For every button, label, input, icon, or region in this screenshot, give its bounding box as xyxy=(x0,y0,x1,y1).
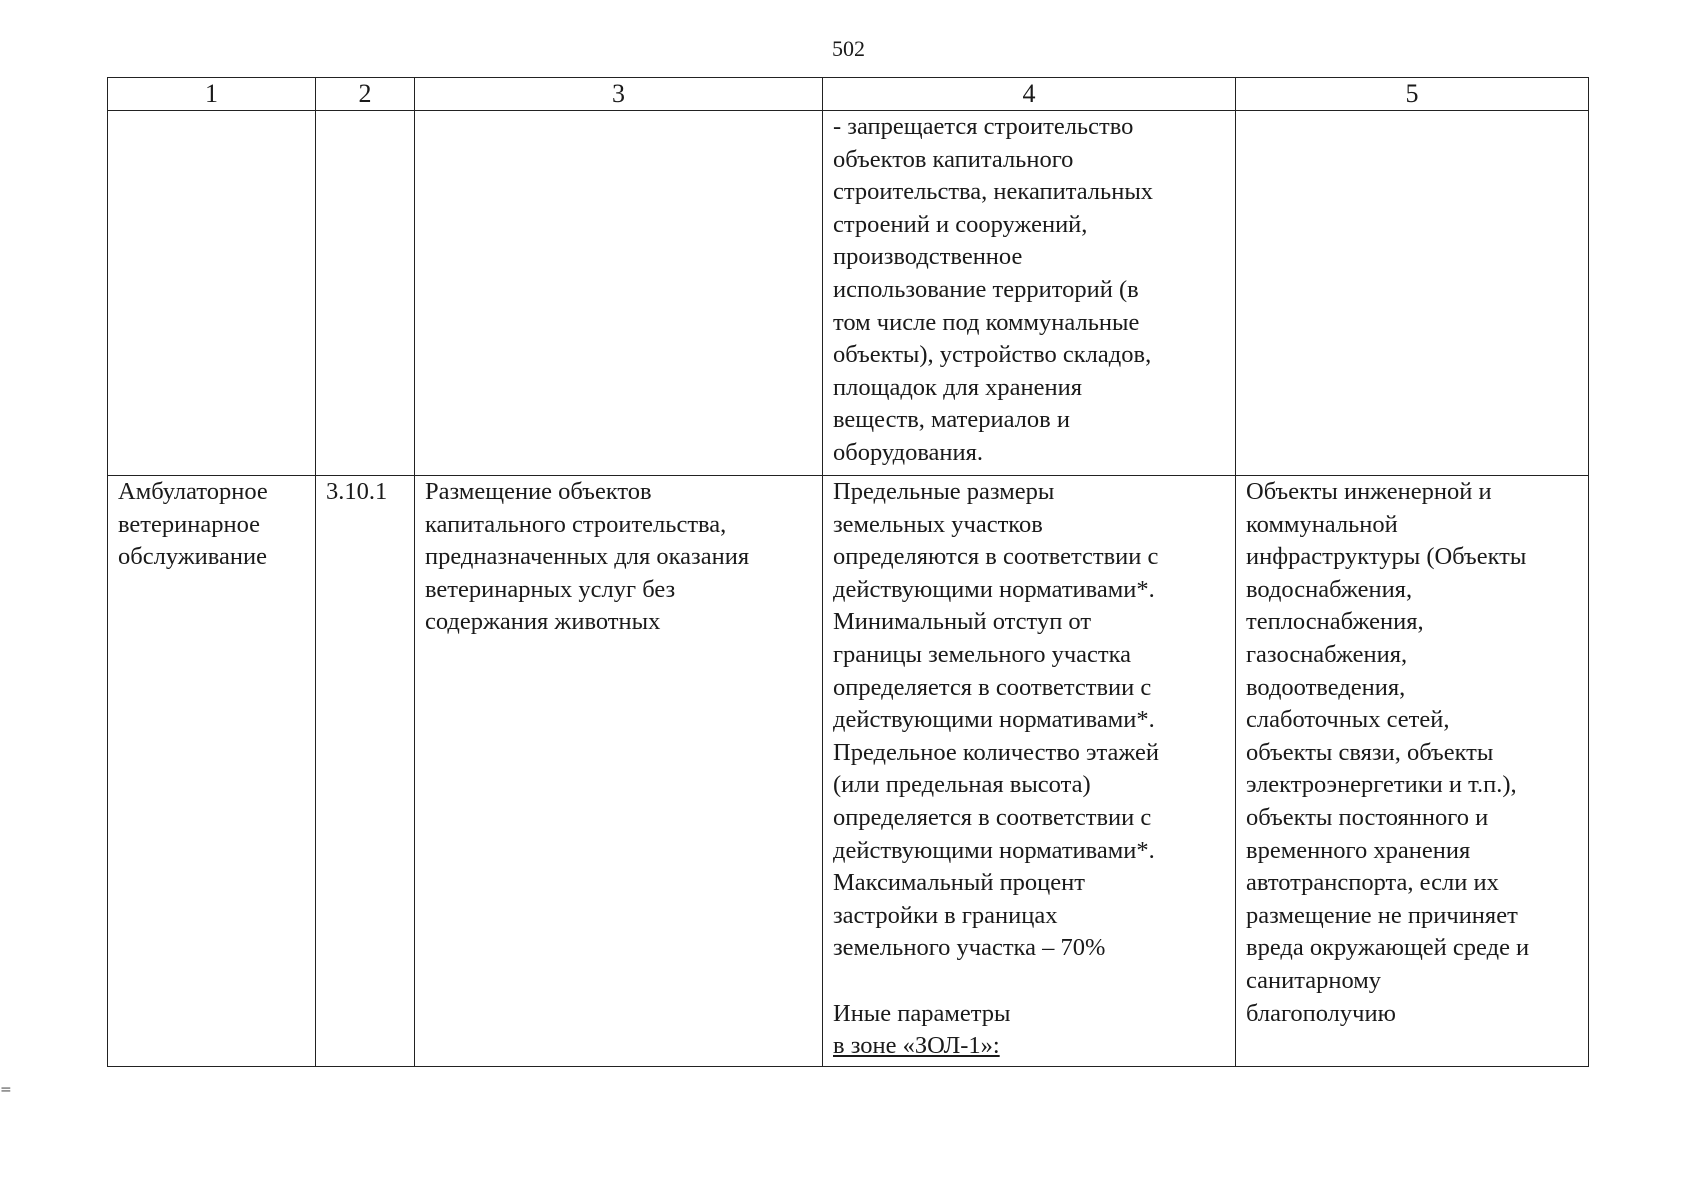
text-line: благополучию xyxy=(1246,999,1396,1027)
text-line: газоснабжения, xyxy=(1246,640,1408,668)
text-line: веществ, материалов и xyxy=(833,406,1070,434)
regulations-table xyxy=(107,77,1589,1067)
text-line: оборудования. xyxy=(833,438,984,466)
auxiliary-uses-text xyxy=(1246,476,1578,1030)
text-line: - запрещается строительство xyxy=(833,113,1134,140)
text-line: теплоснабжения, xyxy=(1246,608,1424,636)
text-line: застройки в границах xyxy=(833,901,1058,929)
text-line: определяются в соответствии с xyxy=(833,543,1159,571)
text-line: Объекты инженерной и xyxy=(1246,478,1492,505)
text-line: Амбулаторное xyxy=(118,478,268,505)
table-header-row xyxy=(108,78,1589,111)
text-line: санитарному xyxy=(1246,966,1382,994)
text-line: ветеринарное xyxy=(118,510,261,538)
text-line: объектов капитального xyxy=(833,145,1074,173)
text-line: использование территорий (в xyxy=(833,275,1139,303)
cell-use-name xyxy=(108,476,316,1067)
text-line: обслуживание xyxy=(118,543,267,571)
text-line: (или предельная высота) xyxy=(833,771,1091,799)
text-line: земельного участка – 70% xyxy=(833,934,1106,962)
cell-use-code xyxy=(316,111,415,476)
text-line: определяется в соответствии с xyxy=(833,803,1152,831)
text-line: Предельные размеры xyxy=(833,478,1055,505)
table-row xyxy=(108,111,1589,476)
text-line: коммунальной xyxy=(1246,510,1398,538)
text-line: временного хранения xyxy=(1246,836,1471,864)
text-line: объекты связи, объекты xyxy=(1246,738,1494,766)
use-description-text xyxy=(425,476,812,639)
text-line: автотранспорта, если их xyxy=(1246,869,1499,897)
header-col-1: 1 xyxy=(108,78,316,111)
text-line: объекты), устройство складов, xyxy=(833,341,1152,369)
other-parameters-label: Иные параметры xyxy=(833,999,1011,1027)
blank-line xyxy=(833,965,1225,998)
text-line: слаботочных сетей, xyxy=(1246,706,1450,734)
restrictions-text xyxy=(833,111,1225,470)
text-line: объекты постоянного и xyxy=(1246,803,1489,831)
parameters-text xyxy=(833,476,1225,1063)
cell-auxiliary-uses xyxy=(1236,476,1589,1067)
text-line: Максимальный процент xyxy=(833,869,1085,897)
page-number: 502 xyxy=(832,36,865,61)
text-line: земельных участков xyxy=(833,510,1043,538)
cell-auxiliary-uses xyxy=(1236,111,1589,476)
header-col-3: 3 xyxy=(415,78,823,111)
text-line: Минимальный отступ от xyxy=(833,608,1092,636)
text-line: водоотведения, xyxy=(1246,673,1406,701)
cell-parameters xyxy=(823,111,1236,476)
text-line: капитального строительства, xyxy=(425,510,727,538)
cell-use-name xyxy=(108,111,316,476)
header-col-4: 4 xyxy=(823,78,1236,111)
text-line: производственное xyxy=(833,243,1023,271)
text-line: площадок для хранения xyxy=(833,373,1083,401)
text-line: определяется в соответствии с xyxy=(833,673,1152,701)
cell-use-description xyxy=(415,111,823,476)
cell-use-code: 3.10.1 xyxy=(316,476,415,1067)
table-row xyxy=(108,476,1589,1067)
text-line: границы земельного участка xyxy=(833,640,1132,668)
text-line: электроэнергетики и т.п.), xyxy=(1246,771,1517,799)
text-line: действующими нормативами*. xyxy=(833,706,1155,734)
text-line: действующими нормативами*. xyxy=(833,836,1155,864)
use-name-text xyxy=(118,476,305,574)
text-line: инфраструктуры (Объекты xyxy=(1246,543,1527,571)
text-line: содержания животных xyxy=(425,608,661,636)
text-line: том числе под коммунальные xyxy=(833,308,1140,336)
text-line: действующими нормативами*. xyxy=(833,575,1155,603)
zone-label: в зоне «ЗОЛ-1»: xyxy=(833,1032,1000,1060)
text-line: предназначенных для оказания xyxy=(425,543,750,571)
text-line: строительства, некапитальных xyxy=(833,178,1154,206)
text-line: водоснабжения, xyxy=(1246,575,1413,603)
cell-use-description xyxy=(415,476,823,1067)
text-line: Размещение объектов xyxy=(425,478,652,505)
scan-edge-mark: = xyxy=(0,1082,12,1098)
text-line: размещение не причиняет xyxy=(1246,901,1518,929)
cell-parameters xyxy=(823,476,1236,1067)
text-line: ветеринарных услуг без xyxy=(425,575,676,603)
header-col-5: 5 xyxy=(1236,78,1589,111)
header-col-2: 2 xyxy=(316,78,415,111)
text-line: строений и сооружений, xyxy=(833,210,1088,238)
text-line: Предельное количество этажей xyxy=(833,738,1159,766)
text-line: вреда окружающей среде и xyxy=(1246,934,1530,962)
